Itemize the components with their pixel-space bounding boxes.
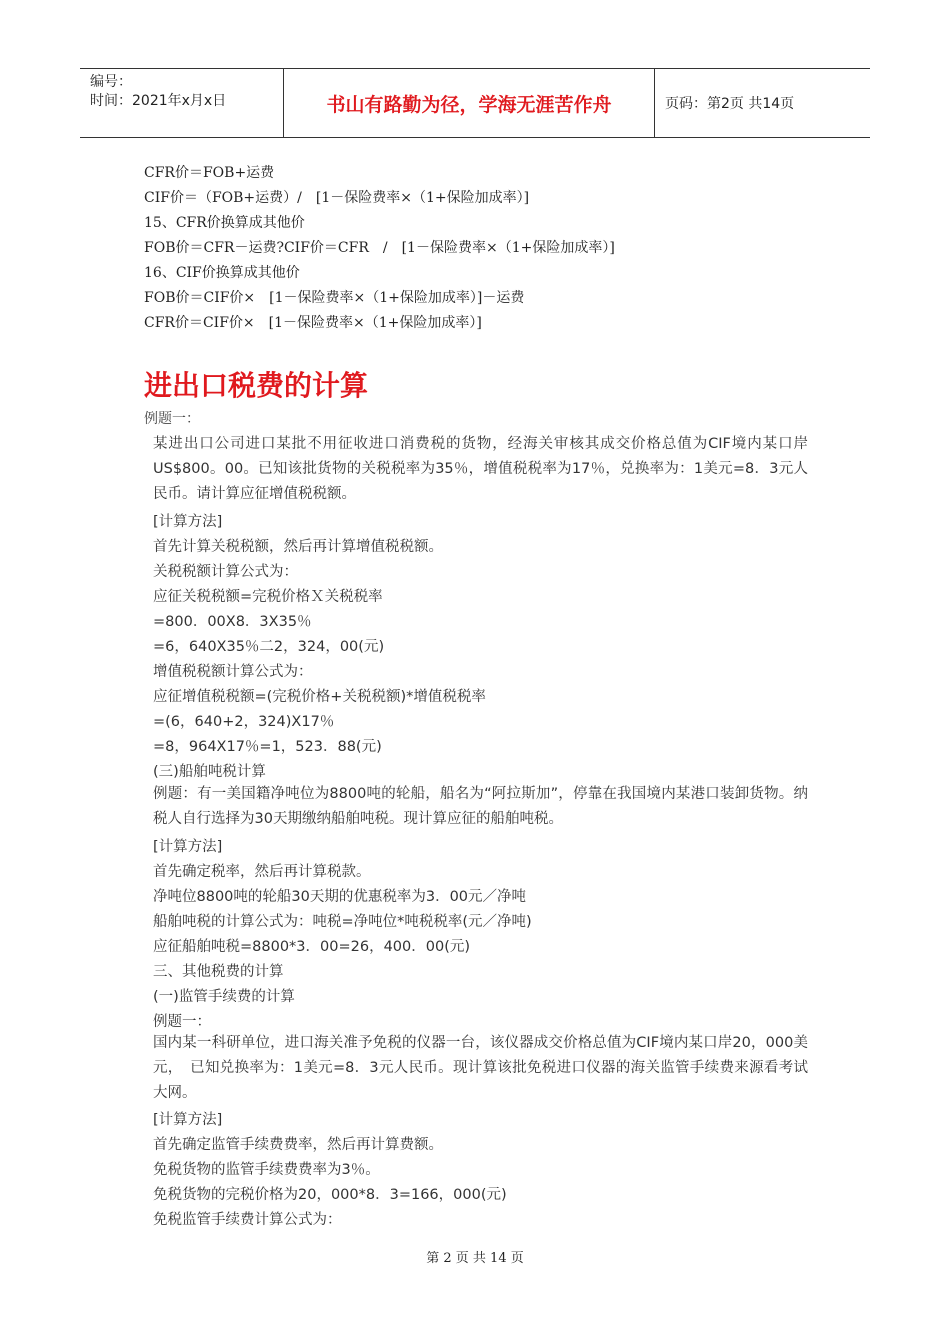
body-line: 净吨位8800吨的轮船30天期的优惠税率为3．00元／净吨 — [153, 889, 527, 905]
body-line: [计算方法] — [153, 514, 223, 530]
body-line: 免税货物的监管手续费费率为3％。 — [153, 1162, 380, 1178]
example-label: 例题一： — [144, 411, 200, 427]
header-page-info: 页码：第2页 共14页 — [665, 96, 795, 112]
body-line: 关税税额计算公式为： — [153, 564, 298, 580]
body-line: 免税监管手续费计算公式为： — [153, 1212, 342, 1228]
body-line: [计算方法] — [153, 1112, 223, 1128]
formula-line: CFR价＝CIF价× [1－保险费率×（1+保险加成率）] — [144, 315, 482, 331]
document-number-label: 编号： — [90, 74, 132, 90]
body-line: 首先计算关税税额，然后再计算增值税税额。 — [153, 539, 443, 555]
body-line: 应征船舶吨税=8800*3．00=26，400．00(元) — [153, 939, 471, 955]
body-line: =6，640X35％二2，324，00(元) — [153, 639, 385, 655]
header-meta — [80, 69, 283, 137]
body-line: 首先确定税率，然后再计算税款。 — [153, 864, 371, 880]
body-line: (一)监管手续费的计算 — [153, 989, 295, 1005]
formula-line: 16、CIF价换算成其他价 — [144, 265, 300, 281]
formula-line: FOB价＝CIF价× [1－保险费率×（1+保险加成率）]－运费 — [144, 290, 525, 306]
body-line: =(6，640+2，324)X17％ — [153, 714, 335, 730]
example-paragraph: 国内某一科研单位，进口海关准予免税的仪器一台，该仪器成交价格总值为CIF境内某口岸20，000美元， 已知兑换率为：1美元=8．3元人民币。现计算该批免税进口仪器的海关监管手续费来源看考试大网。 — [153, 1035, 808, 1101]
document-date: 时间：2021年x月x日 — [90, 93, 227, 109]
header-motto: 书山有路勤为径，学海无涯苦作舟 — [283, 69, 655, 137]
body-line: 应征关税税额=完税价格Ｘ关税税率 — [153, 589, 383, 605]
body-line: 增值税税额计算公式为： — [153, 664, 313, 680]
body-line: 应征增值税税额=(完税价格+关税税额)*增值税税率 — [153, 689, 486, 705]
formula-line: FOB价＝CFR－运费?CIF价＝CFR / [1－保险费率×（1+保险加成率）] — [144, 240, 615, 256]
formula-line: CFR价＝FOB+运费 — [144, 165, 275, 181]
example-paragraph: 例题：有一美国籍净吨位为8800吨的轮船，船名为“阿拉斯加”，停靠在我国境内某港口装卸货物。纳税人自行选择为30天期缴纳船舶吨税。现计算应征的船舶吨税。 — [153, 786, 808, 827]
page-footer: 第 2 页 共 14 页 — [426, 1251, 524, 1266]
body-line: 例题一： — [153, 1014, 211, 1030]
formula-line: CIF价＝（FOB+运费）/ [1－保险费率×（1+保险加成率）] — [144, 190, 530, 206]
body-line: (三)船舶吨税计算 — [153, 764, 266, 780]
body-line: 三、其他税费的计算 — [153, 964, 284, 980]
body-line: [计算方法] — [153, 839, 223, 855]
body-line: 首先确定监管手续费费率，然后再计算费额。 — [153, 1137, 443, 1153]
body-line: =800．00X8．3X35％ — [153, 614, 312, 630]
body-line: 船舶吨税的计算公式为：吨税=净吨位*吨税税率(元／净吨) — [153, 914, 532, 930]
section-title: 进出口税费的计算 — [144, 369, 369, 402]
page-header — [80, 68, 870, 138]
formula-line: 15、CFR价换算成其他价 — [144, 215, 305, 231]
example-paragraph: 某进出口公司进口某批不用征收进口消费税的货物，经海关审核其成交价格总值为CIF境内某口岸US$800。00。已知该批货物的关税税率为35％，增值税税率为17％，兑换率为：1美元=8．3元人民币。请计算应征增值税税额。 — [153, 436, 808, 502]
body-line: =8，964X17％=1，523．88(元) — [153, 739, 382, 755]
body-line: 免税货物的完税价格为20，000*8．3=166，000(元) — [153, 1187, 507, 1203]
